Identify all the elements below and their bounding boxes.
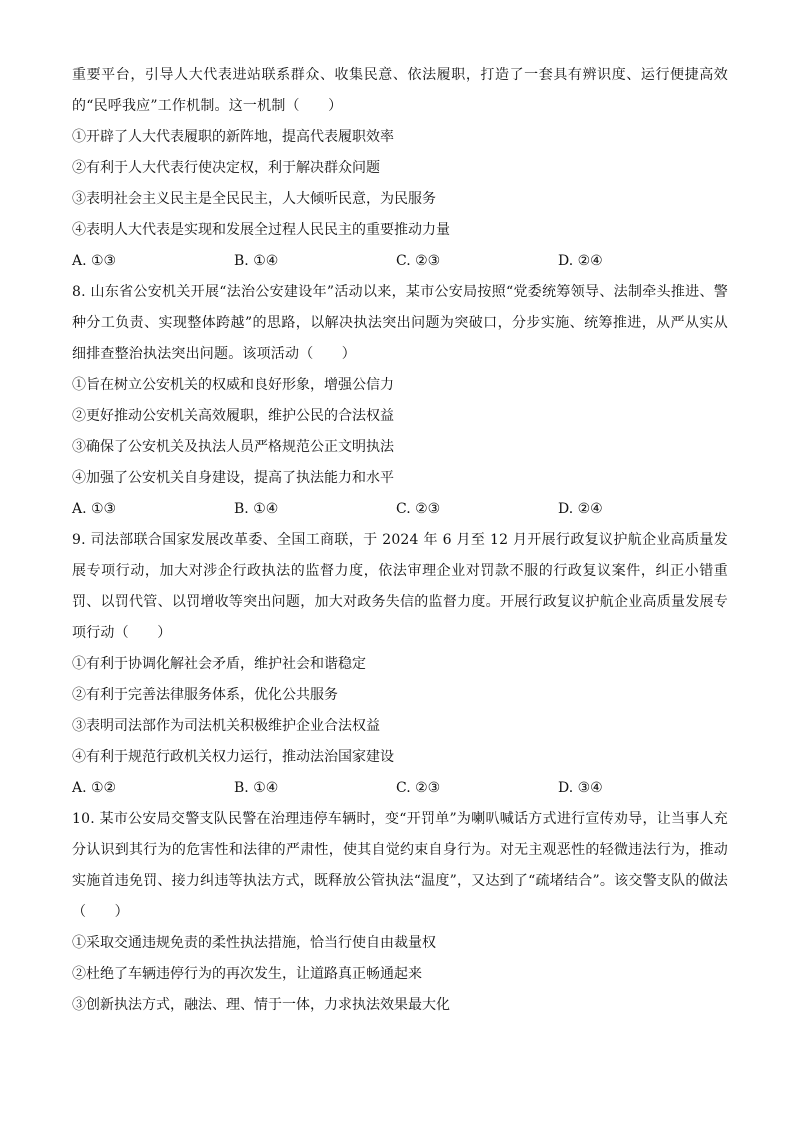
- option-a: A. ①③: [72, 253, 117, 269]
- answer-options: [72, 494, 728, 525]
- statement-2: ②有利于人大代表行使决定权，利于解决群众问题: [72, 160, 380, 176]
- statement-1: ①有利于协调化解社会矛盾，维护社会和谐稳定: [72, 656, 366, 672]
- exam-page: [72, 60, 728, 1021]
- option-b: B. ①④: [234, 780, 279, 796]
- question-7-continued: [72, 60, 728, 277]
- statement-1: ①采取交通违规免责的柔性执法措施，恰当行使自由裁量权: [72, 935, 436, 951]
- option-d: D. ②④: [558, 253, 603, 269]
- question-9: [72, 525, 728, 804]
- statement-2: ②更好推动公安机关高效履职，维护公民的合法权益: [72, 408, 394, 424]
- answer-options: [72, 246, 728, 277]
- question-8: [72, 277, 728, 525]
- statement-4: ④表明人大代表是实现和发展全过程人民民主的重要推动力量: [72, 222, 450, 238]
- statement-1: ①旨在树立公安机关的权威和良好形象，增强公信力: [72, 377, 394, 393]
- option-d: D. ③④: [558, 780, 603, 796]
- option-d: D. ②④: [558, 501, 603, 517]
- question-stem: 10. 某市公安局交警支队民警在治理违停车辆时，变“开罚单”为喇叭喊话方式进行宣传劝导，让当事人充分认识到其行为的危害性和法律的严肃性，使其自觉约束自身行为。对无主观恶性的轻微违法行为，推动实施首违免罚、接力纠违等执法方式，既释放公管执法“温度”，又达到了“疏堵结合”。该交警支队的做法（ ）: [72, 811, 728, 920]
- statement-4: ④加强了公安机关自身建设，提高了执法能力和水平: [72, 470, 394, 486]
- option-c: C. ②③: [396, 501, 441, 517]
- statement-3: ③表明社会主义民主是全民民主，人大倾听民意，为民服务: [72, 191, 436, 207]
- statement-3: ③确保了公安机关及执法人员严格规范公正文明执法: [72, 439, 394, 455]
- option-b: B. ①④: [234, 253, 279, 269]
- question-10: [72, 804, 728, 1021]
- statement-2: ②有利于完善法律服务体系，优化公共服务: [72, 687, 338, 703]
- answer-options: [72, 773, 728, 804]
- option-c: C. ②③: [396, 780, 441, 796]
- statement-1: ①开辟了人大代表履职的新阵地，提高代表履职效率: [72, 129, 394, 145]
- question-stem: 重要平台，引导人大代表进站联系群众、收集民意、依法履职，打造了一套具有辨识度、运行便捷高效的“民呼我应”工作机制。这一机制（ ）: [72, 67, 728, 114]
- question-stem: 9. 司法部联合国家发展改革委、全国工商联，于 2024 年 6 月至 12 月开展行政复议护航企业高质量发展专项行动，加大对涉企行政执法的监督力度，依法审理企业对罚款不服的行政复议案件，纠正小错重罚、以罚代管、以罚增收等突出问题，加大对政务失信的监督力度。开展行政复议护航企业高质量发展专项行动（ ）: [72, 532, 728, 641]
- statement-3: ③创新执法方式，融法、理、情于一体，力求执法效果最大化: [72, 997, 450, 1013]
- option-b: B. ①④: [234, 501, 279, 517]
- option-c: C. ②③: [396, 253, 441, 269]
- question-stem: 8. 山东省公安机关开展“法治公安建设年”活动以来，某市公安局按照“党委统筹领导、法制牵头推进、警种分工负责、实现整体跨越”的思路，以解决执法突出问题为突破口，分步实施、统筹推进，从严从实从细排查整治执法突出问题。该项活动（ ）: [72, 284, 728, 362]
- statement-4: ④有利于规范行政机关权力运行，推动法治国家建设: [72, 749, 394, 765]
- statement-3: ③表明司法部作为司法机关积极维护企业合法权益: [72, 718, 380, 734]
- option-a: A. ①③: [72, 501, 117, 517]
- option-a: A. ①②: [72, 780, 117, 796]
- statement-2: ②杜绝了车辆违停行为的再次发生，让道路真正畅通起来: [72, 966, 422, 982]
